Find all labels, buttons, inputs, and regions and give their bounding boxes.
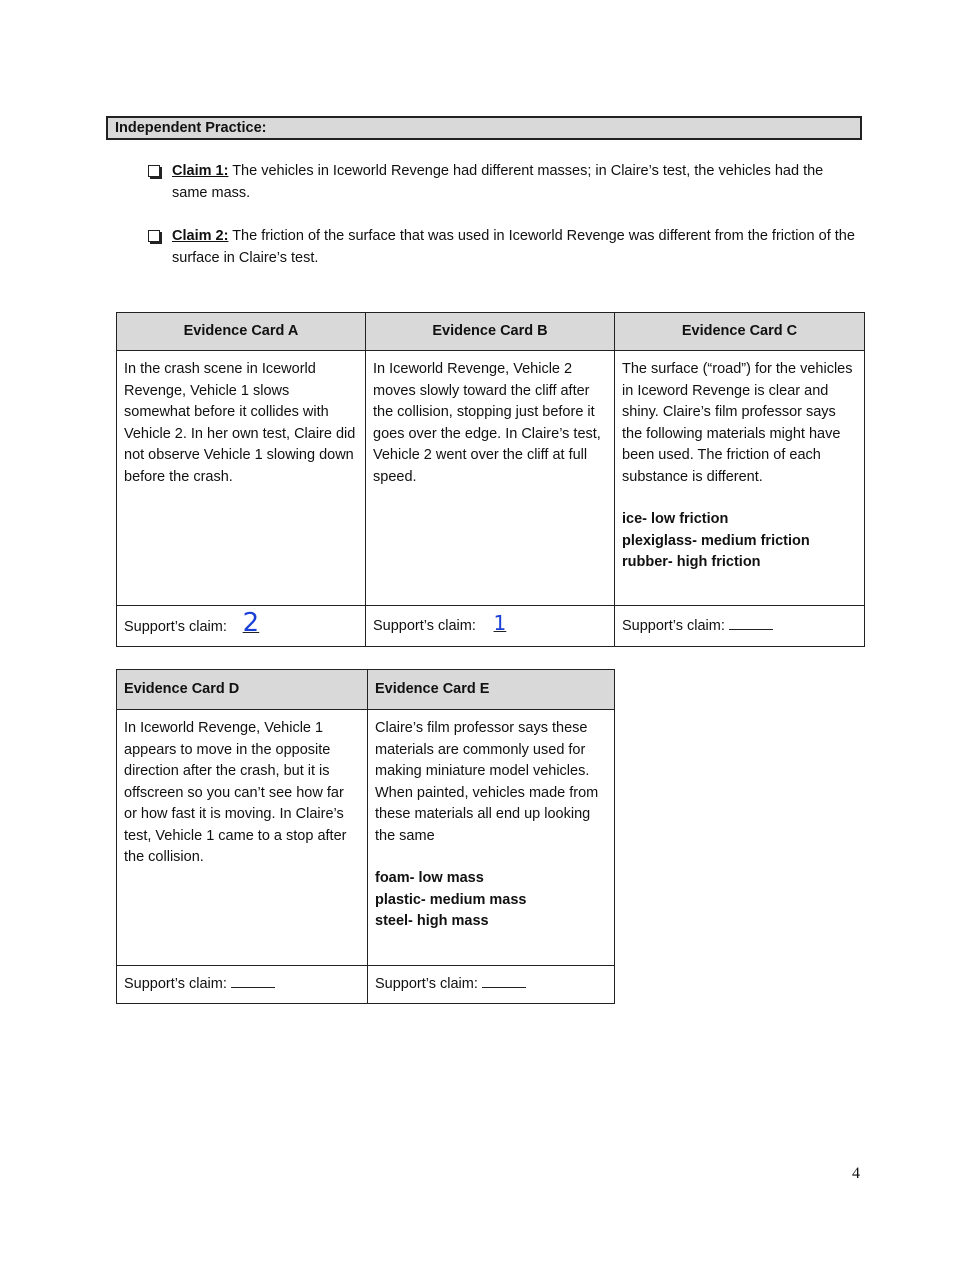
card-d-text: In Iceworld Revenge, Vehicle 1 appears to move in the opposite direction after the crash, but it is offscreen so you can’t see how far or how fast it is moving. In Claire’s test, Vehicle 1 came to a stop after the collision. (117, 710, 368, 966)
claim-2 (148, 226, 858, 269)
claim-label: Claim 2: (172, 228, 229, 244)
answer-blank[interactable] (482, 973, 526, 988)
card-a-support[interactable] (117, 606, 366, 647)
page-number: 4 (852, 1165, 860, 1182)
material-item: rubber- high friction (622, 554, 761, 570)
handwritten-answer[interactable]: 1 (493, 611, 507, 636)
claim-1 (148, 161, 858, 204)
card-a-title: Evidence Card A (117, 313, 366, 351)
checkbox-icon[interactable] (148, 230, 160, 242)
section-header: Independent Practice: (106, 116, 862, 140)
card-b-text: In Iceworld Revenge, Vehicle 2 moves slowly toward the cliff after the collision, stopping just before it goes over the edge. In Claire’s test, Vehicle 2 went over the cliff at full speed. (366, 351, 615, 606)
checkbox-icon[interactable] (148, 165, 160, 177)
card-e-body (368, 710, 615, 966)
answer-blank[interactable] (729, 615, 773, 630)
card-c-title: Evidence Card C (615, 313, 865, 351)
card-c-body (615, 351, 865, 606)
card-b-title: Evidence Card B (366, 313, 615, 351)
card-d-title: Evidence Card D (117, 670, 368, 710)
card-e-support[interactable] (368, 966, 615, 1004)
card-d-support[interactable] (117, 966, 368, 1004)
support-label: Support’s claim: (373, 618, 476, 635)
handwritten-answer[interactable]: 2 (242, 607, 260, 638)
card-e-text: Claire’s film professor says these materials are commonly used for making miniature model vehicles. When painted, vehicles made from these materials all end up looking the same (375, 720, 599, 844)
card-b-support[interactable] (366, 606, 615, 647)
material-item: steel- high mass (375, 913, 489, 929)
card-e-title: Evidence Card E (368, 670, 615, 710)
answer-blank[interactable] (231, 973, 275, 988)
support-label: Support’s claim: (375, 976, 478, 993)
claim-text: The friction of the surface that was used in Iceworld Revenge was different from the friction of the surface in Claire’s test. (172, 228, 855, 266)
material-item: plastic- medium mass (375, 891, 527, 908)
evidence-table-abc (116, 312, 865, 647)
card-c-support[interactable] (615, 606, 865, 647)
claim-text: The vehicles in Iceworld Revenge had different masses; in Claire’s test, the vehicles had the same mass. (172, 163, 824, 201)
evidence-table-de (116, 669, 615, 1004)
card-c-text: The surface (“road”) for the vehicles in Iceword Revenge is clear and shiny. Claire’s film professor says the following materials might have been used. The friction of each substance is different. (622, 361, 853, 485)
card-a-text: In the crash scene in Iceworld Revenge, Vehicle 1 slows somewhat before it collides with Vehicle 2. In her own test, Claire did not observe Vehicle 1 slowing down before the crash. (117, 351, 366, 606)
support-label: Support’s claim: (622, 617, 725, 634)
claim-label: Claim 1: (172, 163, 229, 179)
material-item: ice- low friction (622, 511, 729, 527)
support-label: Support’s claim: (124, 976, 227, 993)
support-label: Support’s claim: (124, 618, 227, 635)
material-item: foam- low mass (375, 870, 484, 886)
material-item: plexiglass- medium friction (622, 532, 810, 549)
